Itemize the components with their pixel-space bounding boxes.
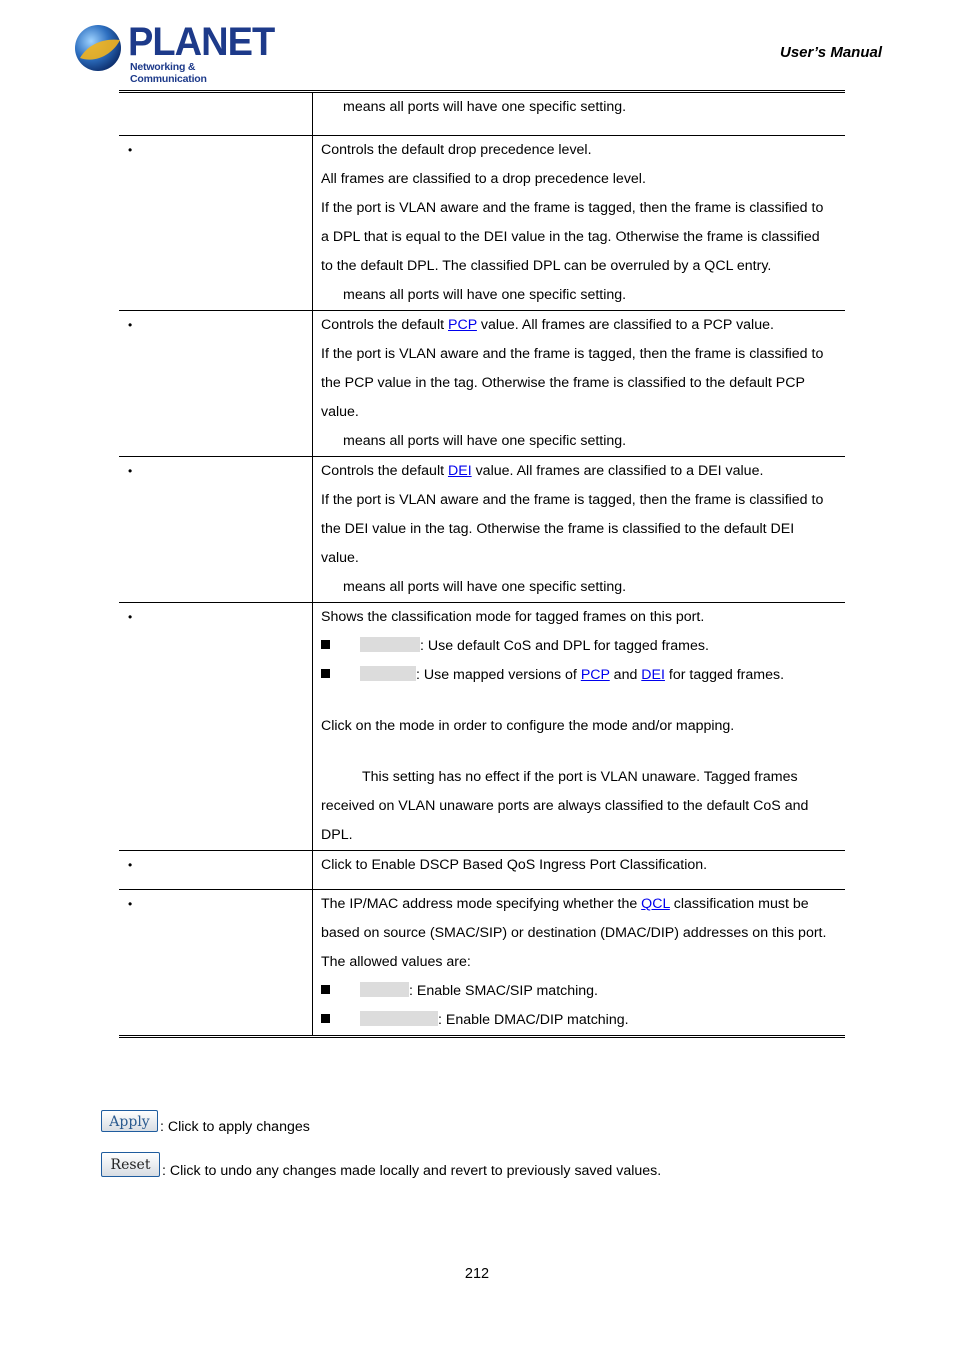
bullet-icon: • bbox=[128, 143, 133, 157]
mode-name-highlight bbox=[360, 1011, 438, 1026]
description-line: DPL. bbox=[321, 827, 353, 843]
description-line bbox=[321, 895, 837, 924]
description-line: Click to Enable DSCP Based QoS Ingress Port Classification. bbox=[321, 857, 708, 873]
text-span: : Enable SMAC/SIP matching. bbox=[409, 983, 598, 999]
description-line bbox=[321, 637, 837, 666]
description-line: Controls the default drop precedence level. bbox=[321, 142, 592, 158]
description-line: received on VLAN unaware ports are always classified to the default CoS and bbox=[321, 798, 809, 814]
description-line bbox=[321, 462, 837, 491]
description-line bbox=[321, 1011, 837, 1035]
description-line: the PCP value in the tag. Otherwise the frame is classified to the default PCP bbox=[321, 375, 805, 391]
description-line bbox=[321, 982, 837, 1011]
apply-row bbox=[101, 1107, 310, 1135]
text-span: value. All frames are classified to a PCP value. bbox=[476, 317, 774, 333]
description-line: Click on the mode in order to configure the mode and/or mapping. bbox=[321, 718, 735, 734]
description-line: All frames are classified to a drop precedence level. bbox=[321, 171, 646, 187]
table-row bbox=[119, 603, 845, 851]
page-number: 212 bbox=[464, 1266, 490, 1282]
text-span: : Use mapped versions of bbox=[416, 667, 581, 683]
description-cell bbox=[313, 136, 846, 311]
parameter-cell bbox=[119, 603, 313, 851]
bullet-icon: • bbox=[128, 318, 133, 332]
table-row bbox=[119, 136, 845, 311]
description-cell bbox=[313, 92, 846, 136]
square-bullet-icon bbox=[321, 640, 330, 649]
description-line: means all ports will have one specific setting. bbox=[343, 287, 627, 303]
parameter-cell bbox=[119, 92, 313, 136]
square-bullet-icon bbox=[321, 1014, 330, 1023]
description-line: a DPL that is equal to the DEI value in the tag. Otherwise the frame is classified bbox=[321, 229, 820, 245]
description-line: means all ports will have one specific setting. bbox=[343, 433, 627, 449]
description-line: The allowed values are: bbox=[321, 954, 471, 970]
brand-name: PLANET bbox=[128, 20, 275, 64]
bullet-icon: • bbox=[128, 858, 133, 872]
text-span: classification must be bbox=[669, 896, 809, 912]
description-cell bbox=[313, 890, 846, 1037]
square-bullet-icon bbox=[321, 985, 330, 994]
apply-description: : Click to apply changes bbox=[160, 1119, 310, 1135]
description-line: based on source (SMAC/SIP) or destination (DMAC/DIP) addresses on this port. bbox=[321, 925, 827, 941]
description-line: the DEI value in the tag. Otherwise the frame is classified to the default DEI bbox=[321, 521, 795, 537]
dei-link[interactable]: DEI bbox=[447, 463, 472, 479]
bullet-icon: • bbox=[128, 464, 133, 478]
blank-line bbox=[321, 746, 837, 768]
manual-title: User’s Manual bbox=[780, 44, 882, 61]
description-line: If the port is VLAN aware and the frame is tagged, then the frame is classified to bbox=[321, 200, 824, 216]
description-cell bbox=[313, 851, 846, 890]
description-line: If the port is VLAN aware and the frame is tagged, then the frame is classified to bbox=[321, 492, 824, 508]
pcp-link[interactable]: PCP bbox=[580, 667, 610, 683]
parameter-cell bbox=[119, 311, 313, 457]
mode-name-highlight bbox=[360, 637, 420, 652]
blank-line bbox=[321, 695, 837, 717]
qcl-link[interactable]: QCL bbox=[641, 896, 670, 912]
description-line bbox=[321, 666, 837, 695]
description-line bbox=[321, 316, 837, 345]
table-row bbox=[119, 851, 845, 890]
description-line: value. bbox=[321, 404, 359, 420]
reset-row bbox=[101, 1149, 661, 1179]
text-span: : Enable DMAC/DIP matching. bbox=[438, 1012, 629, 1028]
table-row bbox=[119, 890, 845, 1037]
text-span: Controls the default bbox=[321, 317, 448, 333]
text-span: value. All frames are classified to a DEI value. bbox=[471, 463, 764, 479]
description-line: value. bbox=[321, 550, 359, 566]
mode-name-highlight bbox=[360, 982, 409, 997]
mode-name-highlight bbox=[360, 666, 416, 681]
reset-button[interactable]: Reset bbox=[101, 1152, 160, 1177]
description-line: means all ports will have one specific setting. bbox=[343, 99, 627, 115]
brand-tagline: Networking & Communication bbox=[130, 61, 207, 85]
description-line: to the default DPL. The classified DPL can be overruled by a QCL entry. bbox=[321, 258, 772, 274]
description-line: If the port is VLAN aware and the frame is tagged, then the frame is classified to bbox=[321, 346, 824, 362]
table-row bbox=[119, 457, 845, 603]
parameter-table bbox=[119, 90, 845, 1038]
planet-logo bbox=[74, 20, 275, 85]
globe-icon bbox=[74, 24, 124, 74]
reset-description: : Click to undo any changes made locally and revert to previously saved values. bbox=[162, 1163, 662, 1179]
bullet-icon: • bbox=[128, 897, 133, 911]
description-line: Shows the classification mode for tagged frames on this port. bbox=[321, 609, 705, 625]
pcp-link[interactable]: PCP bbox=[447, 317, 477, 333]
table-row bbox=[119, 311, 845, 457]
description-cell bbox=[313, 311, 846, 457]
dei-link[interactable]: DEI bbox=[641, 667, 665, 683]
text-span: The IP/MAC address mode specifying whether the bbox=[321, 896, 642, 912]
parameter-cell bbox=[119, 890, 313, 1037]
text-span: for tagged frames. bbox=[664, 667, 785, 683]
parameter-cell bbox=[119, 851, 313, 890]
parameter-cell bbox=[119, 457, 313, 603]
note-line: This setting has no effect if the port is VLAN unaware. Tagged frames bbox=[362, 769, 798, 785]
text-span: and bbox=[609, 667, 642, 683]
description-cell bbox=[313, 457, 846, 603]
bullet-icon: • bbox=[128, 610, 133, 624]
table-row bbox=[119, 92, 845, 136]
text-span: : Use default CoS and DPL for tagged frames. bbox=[420, 638, 709, 654]
text-span: Controls the default bbox=[321, 463, 448, 479]
description-cell bbox=[313, 603, 846, 851]
square-bullet-icon bbox=[321, 669, 330, 678]
parameter-cell bbox=[119, 136, 313, 311]
apply-button[interactable]: Apply bbox=[101, 1110, 158, 1132]
description-line: means all ports will have one specific setting. bbox=[343, 579, 627, 595]
